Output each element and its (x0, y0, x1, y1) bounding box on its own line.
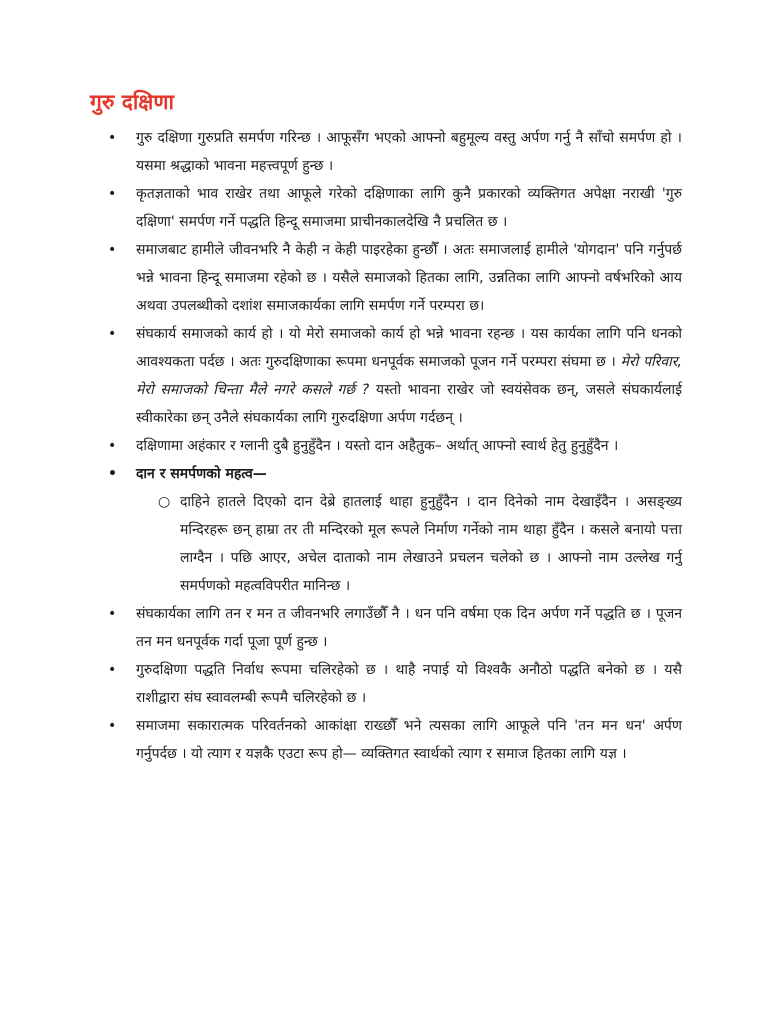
paragraph-text: दाहिने हातले दिएको दान देब्रे हातलाई थाहा हुनुहुँदैन । दान दिनेको नाम देखाइँदैन । असङ्ख्य मन्दिरहरू छन् हाम्रा तर ती मन्दिरको मूल रूपले निर्माण गर्नेको नाम थाहा हुँदैन । कसले बनायो पत्ता लाग्दैन । पछि आएर, अचेल दाताको नाम लेखाउने प्रचलन चलेको छ । आफ्नो नाम उल्लेख गर्नु समर्पणको महत्वविपरीत मानिन्छ । (180, 494, 682, 594)
list-item (108, 180, 682, 236)
bullet-list (108, 124, 682, 768)
list-item (108, 432, 682, 460)
paragraph-text: संघकार्य समाजको कार्य हो । यो मेरो समाजको कार्य हो भन्ने भावना रहन्छ । यस कार्यका लागि पनि धनको आवश्यकता पर्दछ । अतः गुरुदक्षिणाका रूपमा धनपूर्वक समाजको पूजन गर्ने परम्परा संघमा छ । (136, 326, 682, 370)
paragraph-text: गुरु दक्षिणा गुरुप्रति समर्पण गरिन्छ । आफूसँग भएको आफ्नो बहुमूल्य वस्तु अर्पण गर्नु नै साँचो समर्पण हो । यसमा श्रद्धाको भावना महत्त्वपूर्ण हुन्छ । (136, 130, 682, 174)
bullet-icon: • (108, 606, 117, 622)
bullet-icon: • (108, 326, 117, 342)
italic-quote: मेरो परिवार, मेरो समाजको चिन्ता मैले नगरे कसले गर्छ ? (136, 354, 682, 398)
section-heading: दान र समर्पणको महत्व— (136, 466, 267, 482)
bullet-icon: • (108, 662, 117, 678)
bullet-icon: • (108, 186, 117, 202)
list-item (108, 600, 682, 656)
paragraph-text: कृतज्ञताको भाव राखेर तथा आफूले गरेको दक्षिणाका लागि कुनै प्रकारको व्यक्तिगत अपेक्षा नराखी 'गुरु दक्षिणा' समर्पण गर्ने पद्धति हिन्दू समाजमा प्राचीनकालदेखि नै प्रचलित छ । (136, 186, 682, 230)
paragraph-text: समाजमा सकारात्मक परिवर्तनको आकांक्षा राख्छौँ भने त्यसका लागि आफूले पनि 'तन मन धन' अर्पण गर्नुपर्दछ । यो त्याग र यज्ञकै एउटा रूप हो— व्यक्तिगत स्वार्थको त्याग र समाज हितका लागि यज्ञ । (136, 718, 682, 762)
list-item (108, 656, 682, 712)
paragraph-text: यस्तो भावना राखेर जो स्वयंसेवक छन्, जसले संघकार्यलाई स्वीकारेका छन् उनैले संघकार्यका लागि गुरुदक्षिणा अर्पण गर्दछन् । (136, 382, 682, 426)
sub-list-item (108, 488, 682, 600)
bullet-icon: • (108, 438, 117, 454)
list-item (108, 712, 682, 768)
paragraph-text: दक्षिणामा अहंकार र ग्लानी दुबै हुनुहुँदैन । यस्तो दान अहैतुक– अर्थात् आफ्नो स्वार्थ हेतु हुनुहुँदैन । (136, 438, 619, 454)
list-item-heading (108, 460, 682, 488)
paragraph-text: गुरुदक्षिणा पद्धति निर्वाध रूपमा चलिरहेको छ । थाहै नपाई यो विश्वकै अनौठो पद्धति बनेको छ । यसै राशीद्वारा संघ स्वावलम्बी रूपमै चलिरहेको छ । (136, 662, 682, 706)
bullet-icon: • (108, 466, 117, 482)
bullet-icon: • (108, 242, 117, 258)
list-item (108, 124, 682, 180)
paragraph-text: संघकार्यका लागि तन र मन त जीवनभरि लगाउँछौँ नै । धन पनि वर्षमा एक दिन अर्पण गर्ने पद्धति छ । पूजन तन मन धनपूर्वक गर्दा पूजा पूर्ण हुन्छ । (136, 606, 682, 650)
paragraph-text: समाजबाट हामीले जीवनभरि नै केही न केही पाइरहेका हुन्छौँ । अतः समाजलाई हामीले 'योगदान' पनि गर्नुपर्छ भन्ने भावना हिन्दू समाजमा रहेको छ । यसैले समाजको हितका लागि, उन्नतिका लागि आफ्नो वर्षभरिको आय अथवा उपलब्धीको दशांश समाजकार्यका लागि समर्पण गर्ने परम्परा छ। (136, 242, 682, 314)
list-item (108, 320, 682, 432)
circle-bullet-icon: ○ (158, 494, 171, 510)
document-title: गुरु दक्षिणा (90, 90, 174, 114)
list-item (108, 236, 682, 320)
bullet-icon: • (108, 718, 117, 734)
bullet-icon: • (108, 130, 117, 146)
